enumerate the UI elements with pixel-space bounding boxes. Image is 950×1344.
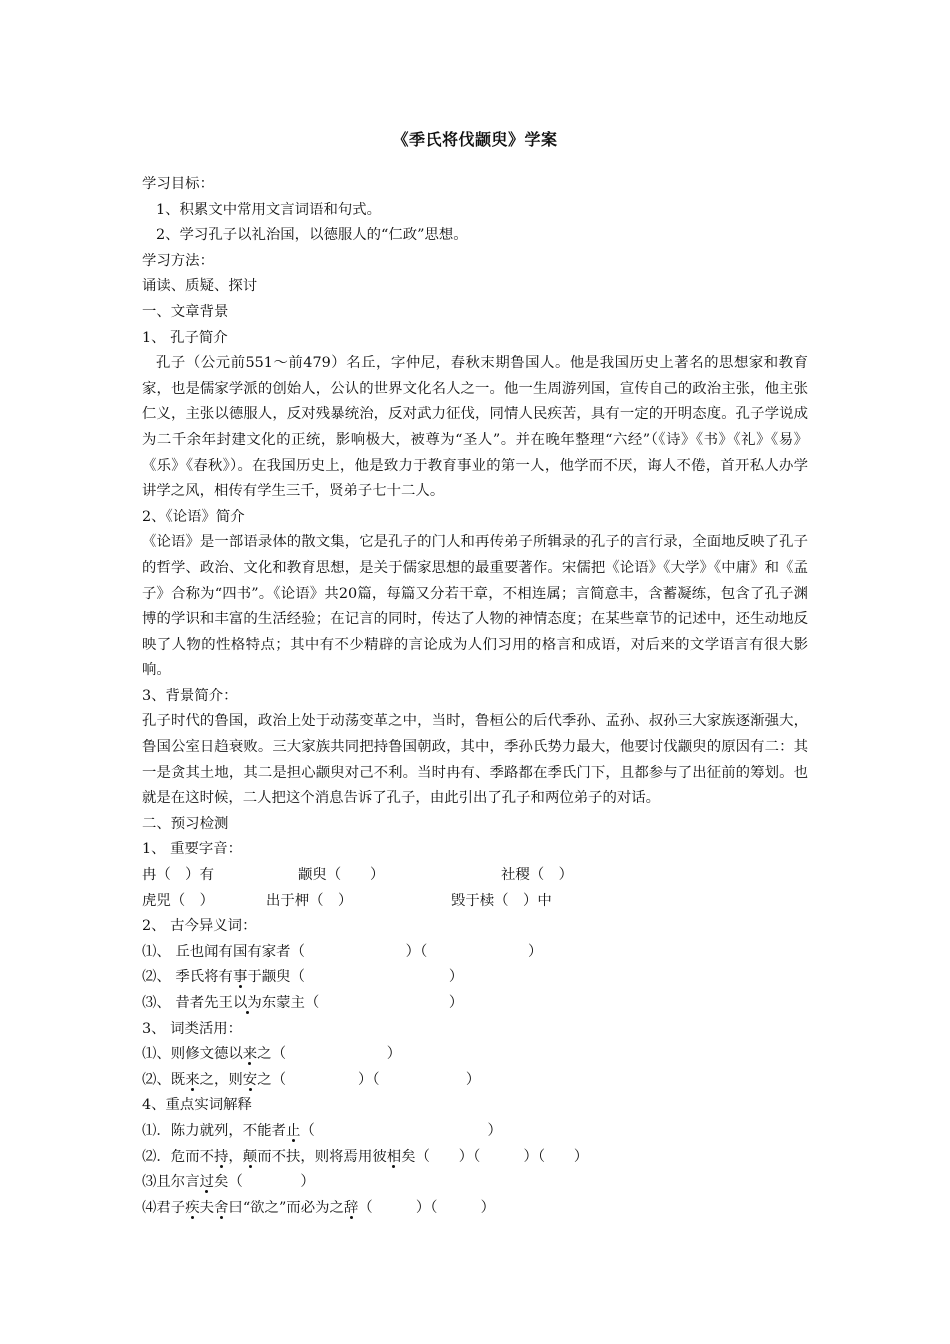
document-title: 《季氏将伐颛臾》学案 (392, 130, 558, 149)
section-2-heading: 二、预习检测 (142, 815, 229, 832)
answer-blank[interactable]: ）（ ） (286, 1071, 481, 1088)
ancient-modern-item-1: ⑴、 丘也闻有国有家者（ ）（ ） (142, 943, 543, 960)
analects-intro-heading: 2、《论语》简介 (142, 508, 245, 525)
pronunciation-row-2 (142, 889, 808, 915)
methods-heading: 学习方法： (142, 252, 214, 269)
section-1-heading: 一、文章背景 (142, 303, 229, 320)
analects-intro-text: 《论语》是一部语录体的散文集，它是孔子的门人和再传弟子所辑录的孔子的言行录，全面地反映了孔子的哲学、政治、文化和教育思想，是关于儒家思想的最重要著作。宋儒把《论语》《大学》《中庸》和《孟子》合称为“四书”。《论语》共20篇，每篇又分若干章，不相连属；言简意丰，含蓄凝练，包含了孔子渊博的学识和丰富的生活经验；在记言的同时，传达了人物的神情态度；在某些章节的记述中，还生动地反映了人物的性格特点；其中有不少精辟的言论成为人们习用的格言和成语，对后来的文学语言有很大影响。 (142, 534, 808, 679)
document-body (142, 172, 808, 1221)
answer-blank[interactable]: ） (285, 1046, 402, 1063)
emphasis-dotted-char: 持 (213, 1148, 229, 1165)
emphasis-dotted-char: 疾 (185, 1199, 200, 1216)
emphasis-dotted-char: 相 (386, 1148, 402, 1165)
answer-blank[interactable]: ）（ ）（ ） (429, 1148, 589, 1165)
pronunciation-item[interactable]: 毁于椟（ ）中 (451, 892, 552, 909)
word-class-heading: 3、 词类活用： (142, 1020, 243, 1037)
emphasis-dotted-char: 过 (199, 1174, 214, 1191)
emphasis-dotted-char: 来 (185, 1071, 200, 1088)
key-words-item-2: ⑵．危而不持，颠而不扶，则将焉用彼相矣（ ）（ ）（ ） (142, 1148, 589, 1165)
ancient-modern-item-2: ⑵、 季氏将有事于颛臾（ ） (142, 969, 464, 986)
goals-heading: 学习目标： (142, 176, 214, 192)
key-words-heading: 4、重点实词解释 (142, 1097, 252, 1114)
key-words-item-4: ⑷君子疾夫舍曰“欲之”而必为之辞（ ）（ ） (142, 1199, 496, 1216)
pronunciation-item[interactable]: 颛臾（ ） (298, 867, 385, 884)
goal-item-2: 2、学习孔子以礼治国，以德服人的“仁政”思想。 (156, 227, 468, 244)
word-class-item-1: ⑴、则修文德以来之（ ） (142, 1046, 402, 1063)
pronunciation-item[interactable]: 出于柙（ ） (266, 892, 353, 909)
emphasis-dotted-char: 以为 (232, 995, 262, 1011)
emphasis-dotted-char: 舍 (214, 1199, 229, 1216)
emphasis-dotted-char: 辞 (343, 1199, 359, 1216)
answer-blank[interactable]: ） (314, 1122, 502, 1139)
confucius-intro-text: 孔子（公元前551～前479）名丘，字仲尼，春秋末期鲁国人。他是我国历史上著名的思想家和教育家，也是儒家学派的创始人，公认的世界文化名人之一。他一生周游列国，宣传自己的政治主张，他主张仁义，主张以德服人，反对残暴统治，反对武力征伐，同情人民疾苦，具有一定的开明态度。孔子学说成为二千余年封建文化的正统，影响极大，被尊为“圣人”。并在晚年整理“六经”（《诗》《书》《礼》《易》《乐》《春秋》）。在我国历史上，他是致力于教育事业的第一人，他学而不厌，诲人不倦，首开私人办学讲学之风，相传有学生三千，贤弟子七十二人。 (142, 355, 808, 500)
methods-text: 诵读、质疑、探讨 (142, 278, 258, 295)
ancient-modern-item-3: ⑶、 昔者先王以为东蒙主（ ） (142, 995, 464, 1011)
pronunciation-item[interactable]: 冉（ ）有 (142, 867, 214, 884)
pronunciation-item[interactable]: 虎兕（ ） (142, 892, 214, 909)
goal-item-1: 1、积累文中常用文言词语和句式。 (156, 201, 382, 218)
confucius-intro-heading: 1、 孔子简介 (142, 329, 228, 346)
background-heading: 3、背景简介： (142, 687, 238, 704)
emphasis-dotted-char: 事 (232, 969, 248, 986)
ancient-modern-heading: 2、 古今异义词： (142, 918, 257, 935)
answer-blank[interactable]: ）（ ） (372, 1199, 496, 1216)
emphasis-dotted-char: 颠 (242, 1148, 258, 1165)
key-words-item-1: ⑴．陈力就列，不能者止（ ） (142, 1122, 502, 1139)
answer-blank[interactable]: ） (304, 969, 464, 986)
emphasis-dotted-char: 止 (285, 1122, 301, 1139)
pronunciation-item[interactable]: 社稷（ ） (501, 867, 573, 884)
pronunciation-heading: 1、 重要字音： (142, 841, 243, 858)
emphasis-dotted-char: 来 (242, 1046, 258, 1063)
background-text: 孔子时代的鲁国，政治上处于动荡变革之中，当时，鲁桓公的后代季孙、孟孙、叔孙三大家族逐渐强大，鲁国公室日趋衰败。三大家族共同把持鲁国朝政，其中，季孙氏势力最大，他要讨伐颛臾的原因有二：其一是贪其土地，其二是担心颛臾对己不利。当时冉有、季路都在季氏门下，且都参与了出征前的筹划。也就是在这时候，二人把这个消息告诉了孔子，由此引出了孔子和两位弟子的对话。 (142, 713, 808, 807)
word-class-item-2: ⑵、既来之，则安之（ ）（ ） (142, 1071, 481, 1088)
answer-blank[interactable]: ） (319, 995, 464, 1011)
key-words-item-3: ⑶且尔言过矣（ ） (142, 1174, 315, 1191)
emphasis-dotted-char: 安 (242, 1071, 258, 1088)
pronunciation-row-1 (142, 863, 808, 889)
answer-blank[interactable]: ）（ ） (304, 943, 543, 960)
answer-blank[interactable]: ） (242, 1174, 315, 1191)
